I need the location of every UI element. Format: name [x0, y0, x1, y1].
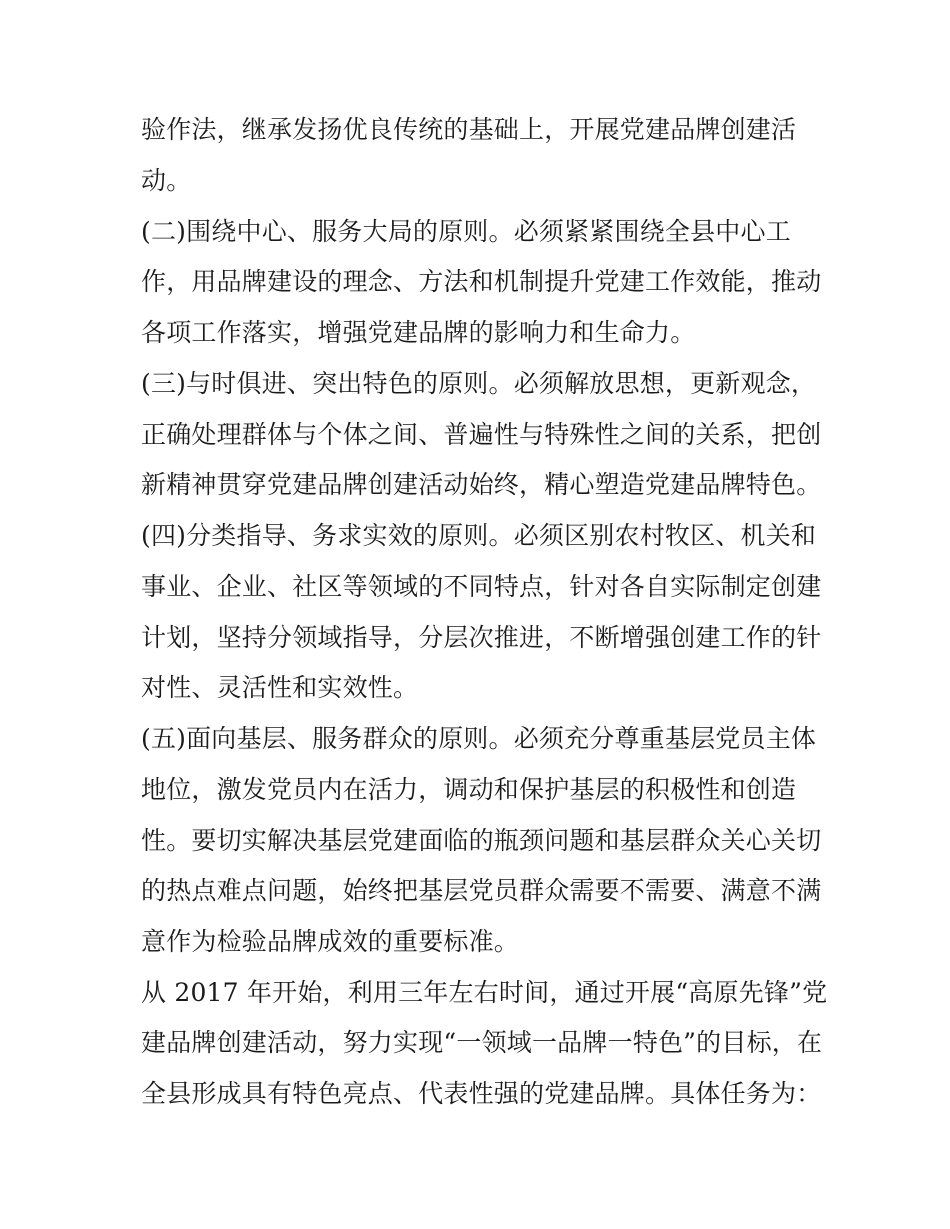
text-line: 事业、企业、社区等领域的不同特点，针对各自实际制定创建: [141, 572, 822, 601]
text-line: 意作为检验品牌成效的重要标准。: [141, 927, 520, 956]
text-line: 建品牌创建活动，努力实现“一领域一品牌一特色”的目标，在: [141, 1028, 823, 1057]
text-line: (三)与时俱进、突出特色的原则。必须解放思想，更新观念，: [141, 369, 817, 398]
text-line: 验作法，继承发扬优良传统的基础上，开展党建品牌创建活: [141, 115, 797, 144]
text-line: 地位，激发党员内在活力，调动和保护基层的积极性和创造: [141, 775, 797, 804]
text-line: (二)围绕中心、服务大局的原则。必须紧紧围绕全县中心工: [141, 217, 791, 246]
text-line: (五)面向基层、服务群众的原则。必须充分尊重基层党员主体: [141, 724, 817, 753]
text-line: 对性、灵活性和实效性。: [141, 673, 419, 702]
text-line: 新精神贯穿党建品牌创建活动始终，精心塑造党建品牌特色。: [141, 470, 822, 499]
text-line: 计划，坚持分领域指导，分层次推进，不断增强创建工作的针: [141, 623, 822, 652]
text-line: 从 2017 年开始，利用三年左右时间，通过开展“高原先锋”党: [141, 978, 828, 1007]
text-line: (四)分类指导、务求实效的原则。必须区别农村牧区、机关和: [141, 521, 817, 550]
text-line: 各项工作落实，增强党建品牌的影响力和生命力。: [141, 318, 696, 347]
text-line: 动。: [141, 166, 192, 195]
text-line: 的热点难点问题，始终把基层党员群众需要不需要、满意不满: [141, 876, 822, 905]
text-line: 正确处理群体与个体之间、普遍性与特殊性之间的关系，把创: [141, 420, 822, 449]
text-line: 性。要切实解决基层党建面临的瓶颈问题和基层群众关心关切: [141, 826, 822, 855]
text-line: 全县形成具有特色亮点、代表性强的党建品牌。具体任务为：: [141, 1079, 822, 1108]
text-line: 作，用品牌建设的理念、方法和机制提升党建工作效能，推动: [141, 267, 822, 296]
